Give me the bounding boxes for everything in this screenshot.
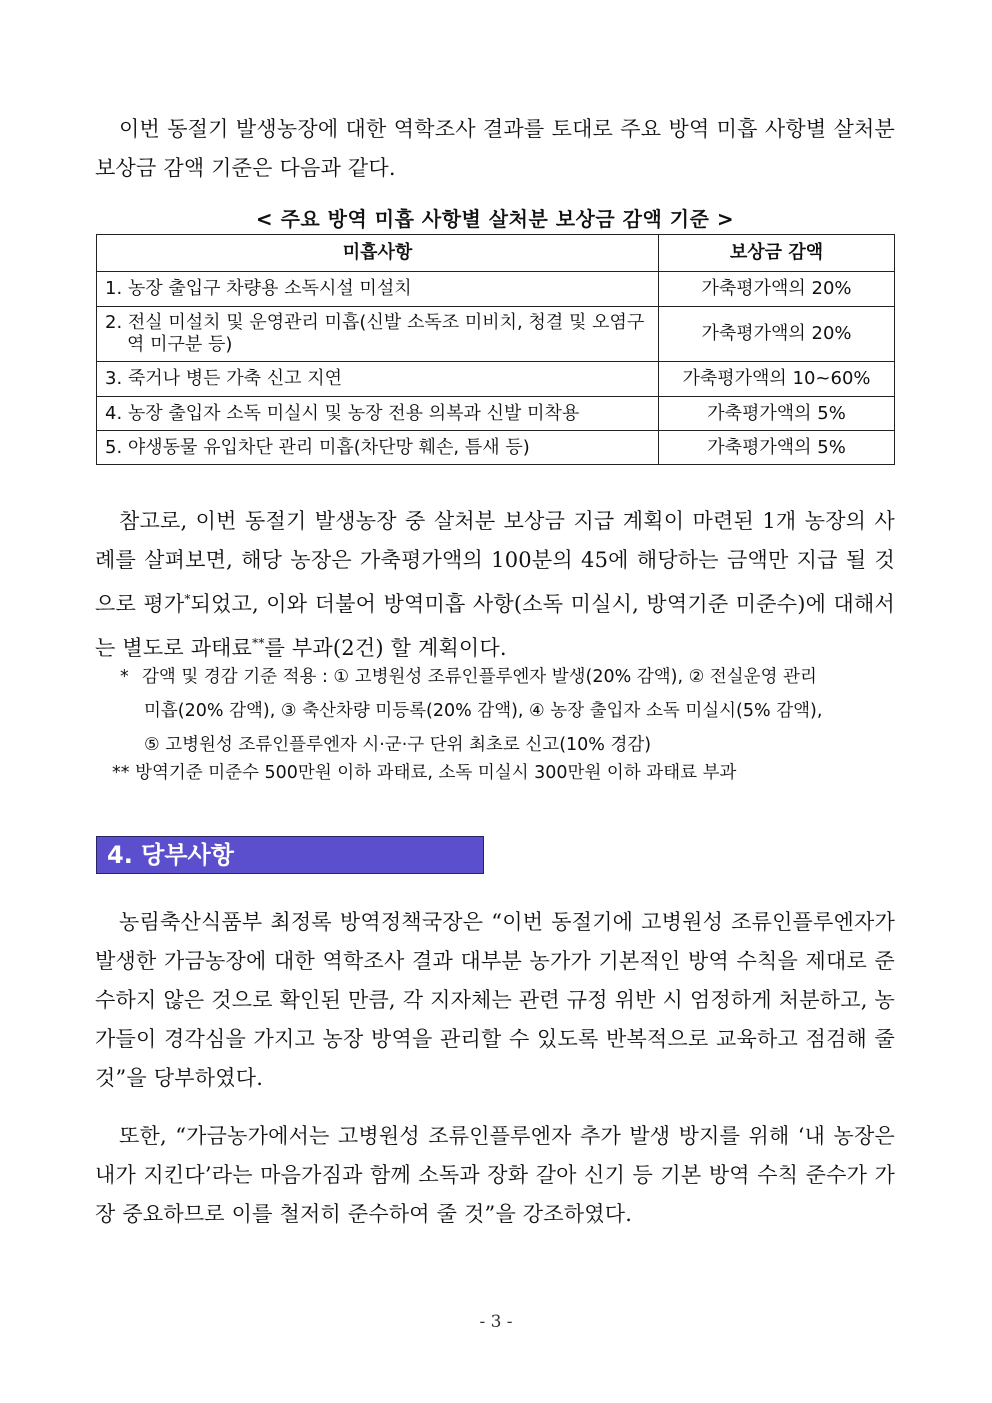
row-amount: 가축평가액의 5%: [659, 431, 895, 465]
table-row: [97, 397, 895, 431]
table-row: [97, 362, 895, 397]
table-row: [97, 307, 895, 362]
request-paragraph: [95, 903, 895, 1098]
header-amount: 보상금 감액: [659, 235, 895, 272]
row-item-text: 2. 전실 미설치 및 운영관리 미흡(신발 소독조 미비치, 청결 및 오염구역 미구분 등): [105, 312, 645, 355]
footnote-mark-1: *: [184, 592, 191, 606]
footnote-1-line-1: 감액 및 경감 기준 적용 : ① 고병원성 조류인플루엔자 발생(20% 감액), ② 전실운영 관리: [142, 667, 817, 687]
row-item: 4. 농장 출입자 소독 미실시 및 농장 전용 의복과 신발 미착용: [97, 397, 659, 431]
row-amount: 가축평가액의 10~60%: [659, 362, 895, 397]
intro-paragraph: [95, 110, 895, 188]
emphasis-paragraph-text: 또한, “가금농가에서는 고병원성 조류인플루엔자 추가 발생 방지를 위해 ‘내 농장은 내가 지킨다’라는 마음가짐과 함께 소독과 장화 갈아 신기 등 기본 방역 수칙 준수가 가장 중요하므로 이를 철저히 준수하여 줄 것”을 강조하였다.: [95, 1124, 895, 1226]
row-item: 1. 농장 출입구 차량용 소독시설 미설치: [97, 272, 659, 307]
reference-text-2: 되었고, 이와 더불어 방역미흡 사항(소독 미실시, 방역기준 미준수)에 대해서는 별도로 과태료: [95, 592, 895, 660]
row-item: 3. 죽거나 병든 가축 신고 지연: [97, 362, 659, 397]
row-amount: 가축평가액의 20%: [659, 272, 895, 307]
table-title: < 주요 방역 미흡 사항별 살처분 보상금 감액 기준 >: [255, 207, 735, 231]
row-amount: 가축평가액의 5%: [659, 397, 895, 431]
section-header: 4. 당부사항: [96, 836, 484, 874]
footnote-2: ** 방역기준 미준수 500만원 이하 과태료, 소독 미실시 300만원 이하 과태료 부과: [112, 763, 737, 783]
reference-text-1: 참고로, 이번 동절기 발생농장 중 살처분 보상금 지급 계획이 마련된 1개 농장의 사례를 살펴보면, 해당 농장은 가축평가액의 100분의 45에 해당하는 금액만 지급 될 것으로 평가: [95, 509, 895, 616]
intro-paragraph-text: 이번 동절기 발생농장에 대한 역학조사 결과를 토대로 주요 방역 미흡 사항별 살처분 보상금 감액 기준은 다음과 같다.: [95, 117, 895, 180]
emphasis-paragraph: [95, 1117, 895, 1234]
header-item: 미흡사항: [97, 235, 659, 272]
table-row: [97, 431, 895, 465]
footnote-mark-2: **: [252, 636, 265, 650]
page-number: - 3 -: [479, 1312, 513, 1332]
row-amount: 가축평가액의 20%: [659, 307, 895, 362]
footnote-1-line-2: 미흡(20% 감액), ③ 축산차량 미등록(20% 감액), ④ 농장 출입자 소독 미실시(5% 감액),: [144, 701, 823, 721]
reference-text-3: 를 부과(2건) 할 계획이다.: [264, 636, 507, 660]
request-paragraph-text: 농림축산식품부 최정록 방역정책국장은 “이번 동절기에 고병원성 조류인플루엔자가 발생한 가금농장에 대한 역학조사 결과 대부분 농가가 기본적인 방역 수칙을 제대로 준수하지 않은 것으로 확인된 만큼, 각 지자체는 관련 규정 위반 시 엄정하게 처분하고, 농가들이 경각심을 가지고 농장 방역을 관리할 수 있도록 반복적으로 교육하고 점검해 줄 것”을 당부하였다.: [95, 910, 895, 1090]
reference-paragraph: [95, 502, 895, 668]
footnote-1-line-3: ⑤ 고병원성 조류인플루엔자 시·군·구 단위 최초로 신고(10% 경감): [144, 735, 652, 755]
table-row: [97, 272, 895, 307]
footnote-1: [120, 660, 898, 762]
row-item: [97, 307, 659, 362]
row-item: 5. 야생동물 유입차단 관리 미흡(차단망 훼손, 틈새 등): [97, 431, 659, 465]
footnote-1-mark: *: [120, 667, 129, 687]
table-header-row: [97, 235, 895, 272]
criteria-table: [96, 234, 895, 465]
